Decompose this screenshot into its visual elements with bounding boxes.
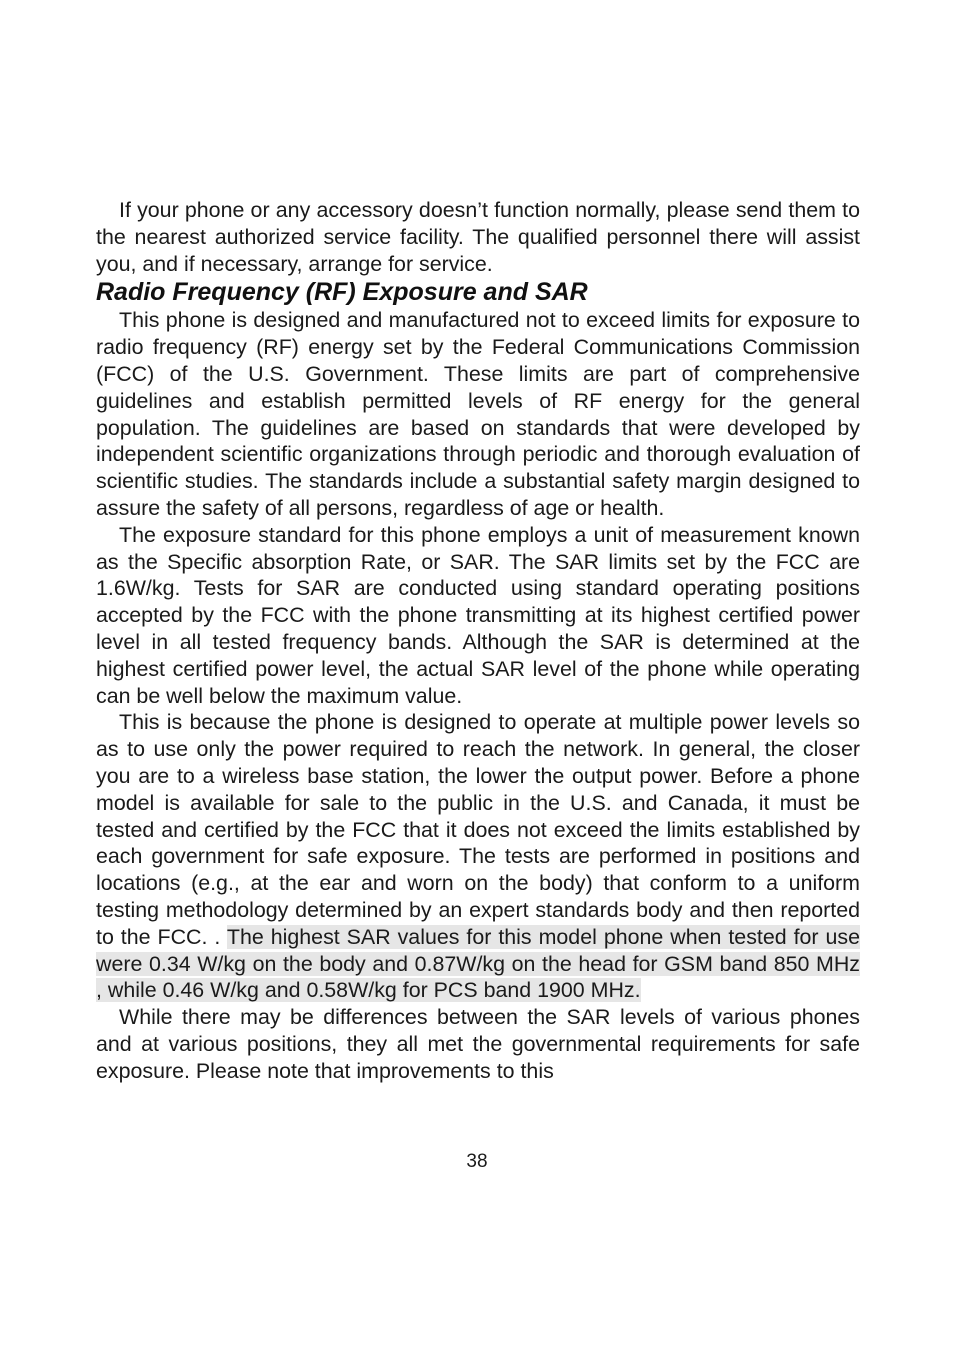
paragraph-rf-limits: This phone is designed and manufactured not to exceed limits for exposure to radio frequency (RF) energy set by the Federal Communications Commission (FCC) of the U.S. Government. These limits are part of comprehensive guidelines and establish permitted levels of RF energy for the general population. The guidelines are based on standards that were developed by independent scientific organizations through periodic and thorough evaluation of scientific studies. The standards include a substantial safety margin designed to assure the safety of all persons, regardless of age or health.: [96, 308, 860, 520]
paragraph-intro: If your phone or any accessory doesn’t function normally, please send them to the nearest authorized service facility. The qualified personnel there will assist you, and if necessary, arrange for service.: [96, 198, 860, 276]
paragraph-power-levels-text: This is because the phone is designed to operate at multiple power levels so as to use only the power required to reach the network. In general, the closer you are to a wireless base station, the lower the output power. Before a phone model is available for sale to the public in the U.S. and Canada, it must be tested and certified by the FCC that it does not exceed the limits established by each government for safe exposure. The tests are performed in positions and locations (e.g., at the ear and worn on the body) that conform to a uniform testing methodology determined by an expert standards body and then reported to the FCC. .: [96, 710, 860, 949]
paragraph-differences: While there may be differences between the SAR levels of various phones and at various positions, they all met the governmental requirements for safe exposure. Please note that improvements to this: [96, 1005, 860, 1083]
document-body: [96, 197, 860, 1085]
page-number: 38: [466, 1151, 488, 1172]
section-heading: Radio Frequency (RF) Exposure and SAR: [96, 278, 588, 307]
paragraph-sar-standard: The exposure standard for this phone employs a unit of measurement known as the Specific absorption Rate, or SAR. The SAR limits set by the FCC are 1.6W/kg. Tests for SAR are conducted using standard operating positions accepted by the FCC with the phone transmitting at its highest certified power level in all tested frequency bands. Although the SAR is determined at the highest certified power level, the actual SAR level of the phone while operating can be well below the maximum value.: [96, 522, 860, 708]
paragraph-power-levels: [96, 709, 860, 1004]
highlighted-sar-values: The highest SAR values for this model phone when tested for use were 0.34 W/kg on the body and 0.87W/kg on the head for GSM band 850 MHz , while 0.46 W/kg and 0.58W/kg for PCS band 1900 MHz.: [96, 924, 861, 1003]
